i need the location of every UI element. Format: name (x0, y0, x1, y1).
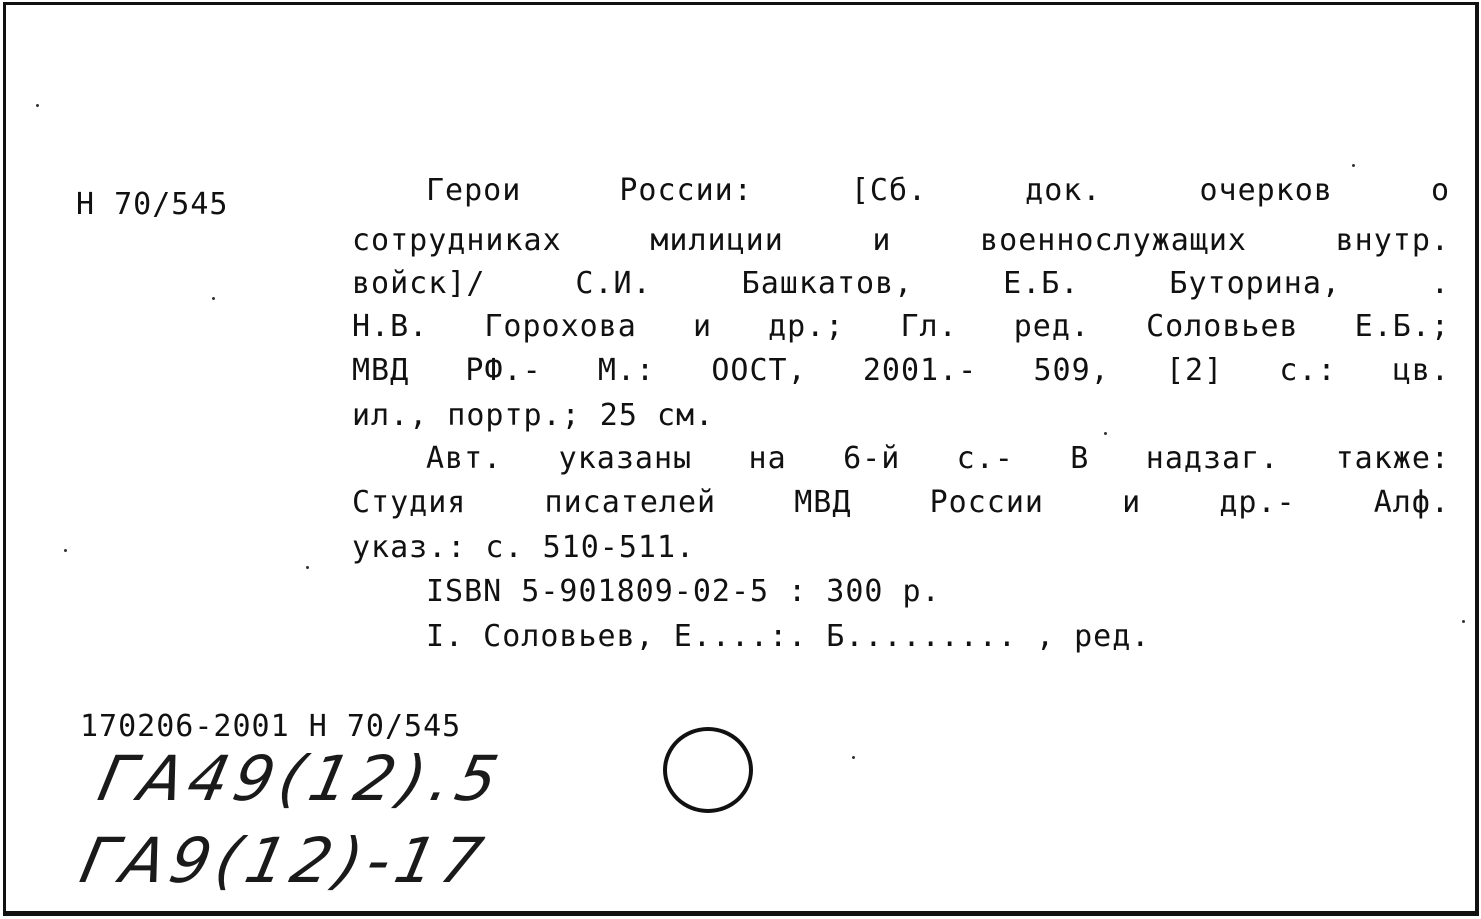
note-line-3: указ.: с. 510-511. (352, 530, 696, 565)
speck-dot (212, 297, 215, 300)
title-line-2: сотрудниках милиции и военнослужащих внутр. (352, 223, 1450, 258)
title-line-1: Герои России: [Сб. док. очерков о (426, 173, 1450, 208)
bottom-identifier: 170206-2001 Н 70/545 (80, 709, 462, 744)
speck-dot (64, 549, 67, 552)
call-number-top: Н 70/545 (76, 187, 229, 222)
speck-dot (306, 566, 309, 569)
note-line-2: Студия писателей МВД России и др.- Алф. (352, 485, 1450, 520)
speck-dot (1104, 432, 1107, 435)
speck-dot (852, 756, 855, 759)
title-line-6: ил., портр.; 25 см. (352, 398, 715, 433)
title-line-3: войск]/ С.И. Башкатов, Е.Б. Буторина, . (352, 266, 1450, 301)
speck-dot (1352, 164, 1355, 167)
speck-dot (36, 104, 39, 107)
speck-dot (1462, 620, 1465, 623)
handwritten-classification-1: ГА49(12).5 (92, 742, 511, 815)
isbn-line: ISBN 5-901809-02-5 : 300 р. (426, 574, 941, 609)
added-entry-line: I. Соловьев, Е....:. Б......... , ред. (426, 619, 1151, 654)
punch-hole-circle (663, 727, 753, 813)
title-line-5: МВД РФ.- М.: ООСТ, 2001.- 509, [2] с.: цв. (352, 353, 1450, 388)
title-line-4: Н.В. Горохова и др.; Гл. ред. Соловьев Е.Б.; (352, 309, 1450, 344)
handwritten-classification-2: ГА9(12)-17 (74, 824, 495, 897)
note-line-1: Авт. указаны на 6-й с.- В надзаг. также: (426, 441, 1450, 476)
